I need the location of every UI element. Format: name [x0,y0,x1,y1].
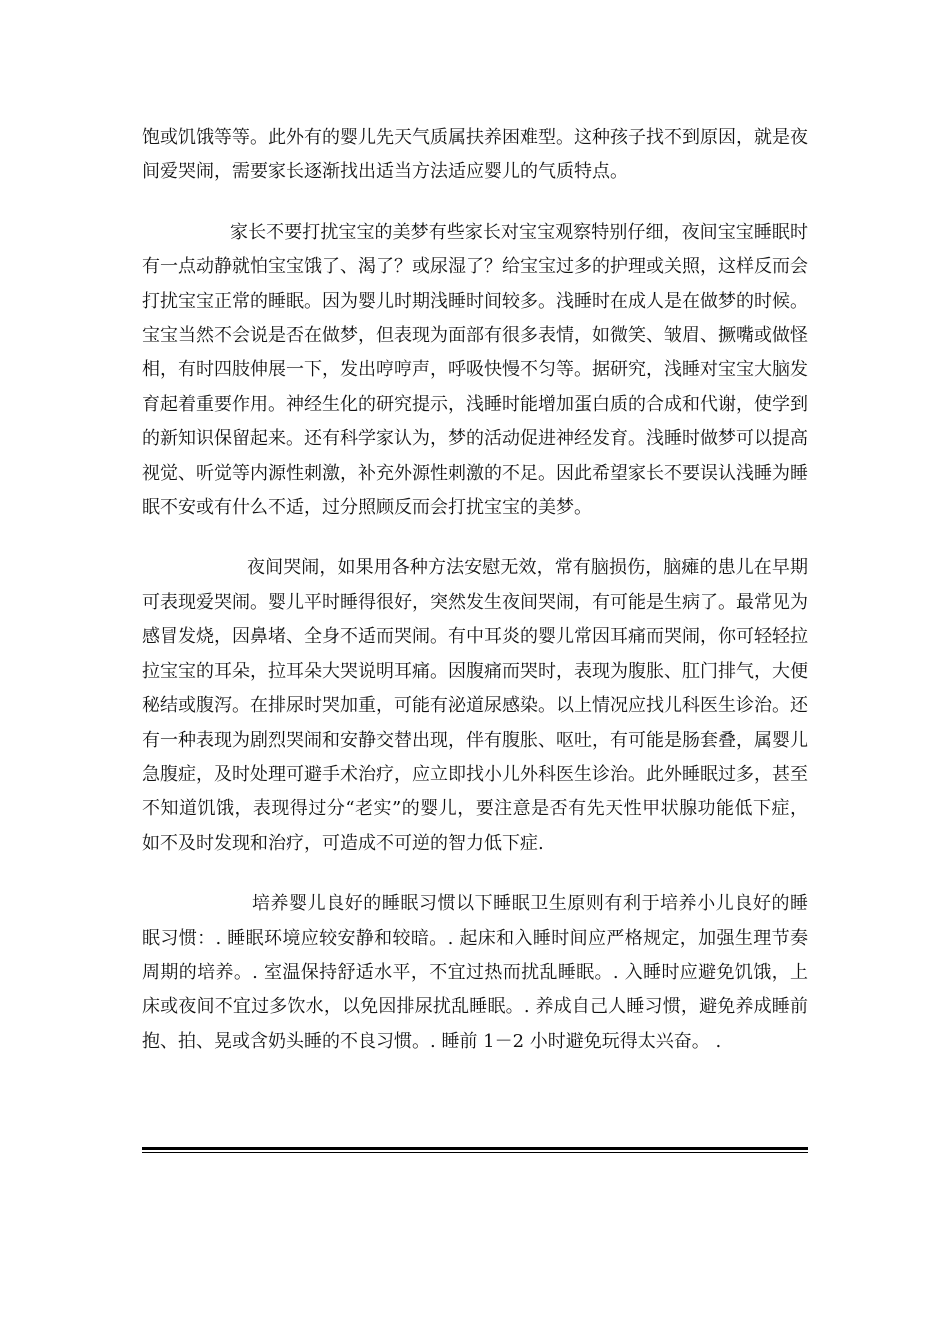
footer-double-rule [142,1147,808,1153]
paragraph-4: 培养婴儿良好的睡眠习惯以下睡眠卫生原则有利于培养小儿良好的睡眠习惯：. 睡眠环境应较安静和较暗。. 起床和入睡时间应严格规定，加强生理节奏周期的培养。. 室温保持舒适水平，不宜过热而扰乱睡眠。. 入睡时应避免饥饿，上床或夜间不宜过多饮水，以免因排尿扰乱睡眠。. 养成自己人睡习惯，避免养成睡前抱、拍、晃或含奶头睡的不良习惯。. 睡前 1－2 小时避免玩得太兴奋。 . [142,893,808,1052]
paragraph-2: 家长不要打扰宝宝的美梦有些家长对宝宝观察特别仔细，夜间宝宝睡眠时有一点动静就怕宝宝饿了、渴了？或尿湿了？给宝宝过多的护理或关照，这样反而会打扰宝宝正常的睡眠。因为婴儿时期浅睡时间较多。浅睡时在成人是在做梦的时候。宝宝当然不会说是否在做梦，但表现为面部有很多表情，如微笑、皱眉、撅嘴或做怪相，有时四肢伸展一下，发出哼哼声，呼吸快慢不匀等。据研究，浅睡对宝宝大脑发育起着重要作用。神经生化的研究提示，浅睡时能增加蛋白质的合成和代谢，使学到的新知识保留起来。还有科学家认为，梦的活动促进神经发育。浅睡时做梦可以提高视觉、听觉等内源性刺激，补充外源性刺激的不足。因此希望家长不要误认浅睡为睡眠不安或有什么不适，过分照顾反而会打扰宝宝的美梦。 [142,221,808,519]
paragraph-1: 饱或饥饿等等。此外有的婴儿先天气质属扶养困难型。这种孩子找不到原因，就是夜间爱哭闹，需要家长逐渐找出适当方法适应婴儿的气质特点。 [142,127,808,183]
document-body [142,121,808,1085]
paragraph-3: 夜间哭闹，如果用各种方法安慰无效，常有脑损伤，脑瘫的患儿在早期可表现爱哭闹。婴儿平时睡得很好，突然发生夜间哭闹，有可能是生病了。最常见为感冒发烧，因鼻堵、全身不适而哭闹。有中耳炎的婴儿常因耳痛而哭闹，你可轻轻拉拉宝宝的耳朵，拉耳朵大哭说明耳痛。因腹痛而哭时，表现为腹胀、肛门排气，大便秘结或腹泻。在排尿时哭加重，可能有泌道尿感染。以上情况应找儿科医生诊治。还有一种表现为剧烈哭闹和安静交替出现，伴有腹胀、呕吐，有可能是肠套叠，属婴儿急腹症，及时处理可避手术治疗，应立即找小儿外科医生诊治。此外睡眠过多，甚至不知道饥饿，表现得过分“老实”的婴儿，要注意是否有先天性甲状腺功能低下症，如不及时发现和治疗，可造成不可逆的智力低下症. [142,557,808,854]
